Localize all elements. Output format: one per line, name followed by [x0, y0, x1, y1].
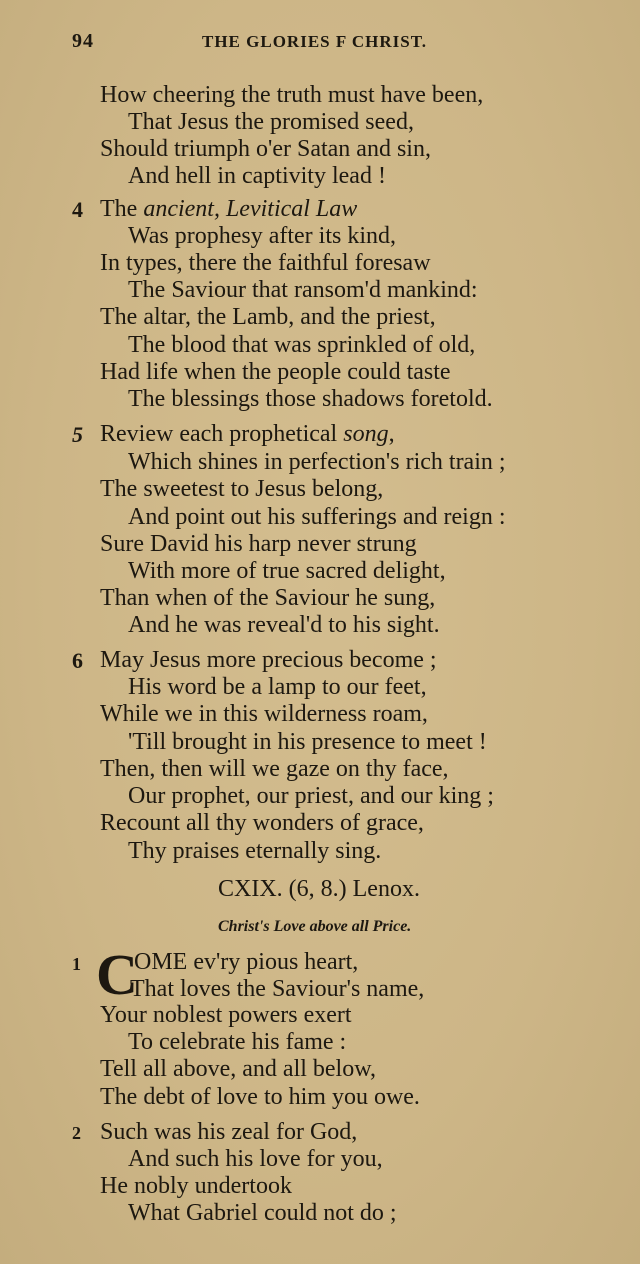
verse-line: Your noblest powers exert — [100, 1002, 352, 1028]
verse-line: That Jesus the promised seed, — [128, 109, 414, 135]
verse-line: In types, there the faithful foresaw — [100, 250, 431, 276]
verse-line — [100, 195, 357, 223]
verse-line: The blessings those shadows foretold. — [128, 386, 493, 412]
verse-line: With more of true sacred delight, — [128, 558, 446, 584]
verse-line: May Jesus more precious become ; — [100, 647, 437, 673]
verse-line: The Saviour that ransom'd mankind: — [128, 277, 478, 303]
page-number: 94 — [72, 30, 94, 52]
verse-line: Should triumph o'er Satan and sin, — [100, 136, 431, 162]
verse-line: What Gabriel could not do ; — [128, 1200, 397, 1226]
verse-italic-text: song — [343, 421, 389, 447]
verse-line: Was prophesy after its kind, — [128, 223, 397, 249]
verse-line: And point out his sufferings and reign : — [128, 504, 506, 530]
verse-line: Tell all above, and all below, — [100, 1056, 376, 1082]
verse-line: While we in this wilderness roam, — [100, 701, 428, 727]
verse-line: Such was his zeal for God, — [100, 1119, 358, 1145]
drop-cap: C — [96, 942, 138, 1007]
verse-italic-text: ancient, Levitical Law — [143, 196, 358, 222]
verse-line: Than when of the Saviour he sung, — [100, 585, 436, 611]
verse-line: And hell in captivity lead ! — [128, 163, 386, 189]
verse-line: To celebrate his fame : — [128, 1029, 347, 1055]
verse-line: And such his love for you, — [128, 1146, 383, 1172]
verse-line: Sure David his harp never strung — [100, 531, 417, 557]
verse-punct: , — [388, 421, 395, 447]
verse-line: Had life when the people could taste — [100, 359, 451, 385]
verse-line: Which shines in perfection's rich train ; — [128, 449, 506, 475]
verse-line: His word be a lamp to our feet, — [128, 674, 427, 700]
verse-line: Then, then will we gaze on thy face, — [100, 756, 449, 782]
verse-line: Our prophet, our priest, and our king ; — [128, 783, 494, 809]
verse-line: The blood that was sprinkled of old, — [128, 332, 476, 358]
verse-line: And he was reveal'd to his sight. — [128, 612, 440, 638]
verse-line: Recount all thy wonders of grace, — [100, 810, 424, 836]
verse-line: He nobly undertook — [100, 1173, 292, 1199]
verse-line: OME ev'ry pious heart, — [134, 949, 359, 975]
verse-line: The sweetest to Jesus belong, — [100, 476, 384, 502]
verse-line: 'Till brought in his presence to meet ! — [128, 729, 487, 755]
stanza-number: 5 — [72, 422, 83, 447]
verse-line: Thy praises eternally sing. — [128, 838, 382, 864]
stanza-number: 6 — [72, 648, 83, 673]
hymn-title: CXIX. (6, 8.) Lenox. — [218, 876, 420, 902]
page-header — [72, 30, 632, 56]
verse-line: The debt of love to him you owe. — [100, 1084, 420, 1110]
stanza-number: 4 — [72, 197, 83, 222]
verse-line — [100, 420, 395, 448]
stanza-number: 2 — [72, 1123, 81, 1143]
running-title: THE GLORIES F CHRIST. — [202, 32, 428, 51]
verse-line: The altar, the Lamb, and the priest, — [100, 304, 436, 330]
stanza-number: 1 — [72, 954, 81, 974]
verse-text: Review each prophetical — [100, 421, 344, 447]
verse-line: How cheering the truth must have been, — [100, 82, 484, 108]
verse-line: That loves the Saviour's name, — [130, 976, 425, 1002]
hymn-subtitle: Christ's Love above all Price. — [218, 918, 412, 935]
verse-text: The — [100, 196, 144, 222]
